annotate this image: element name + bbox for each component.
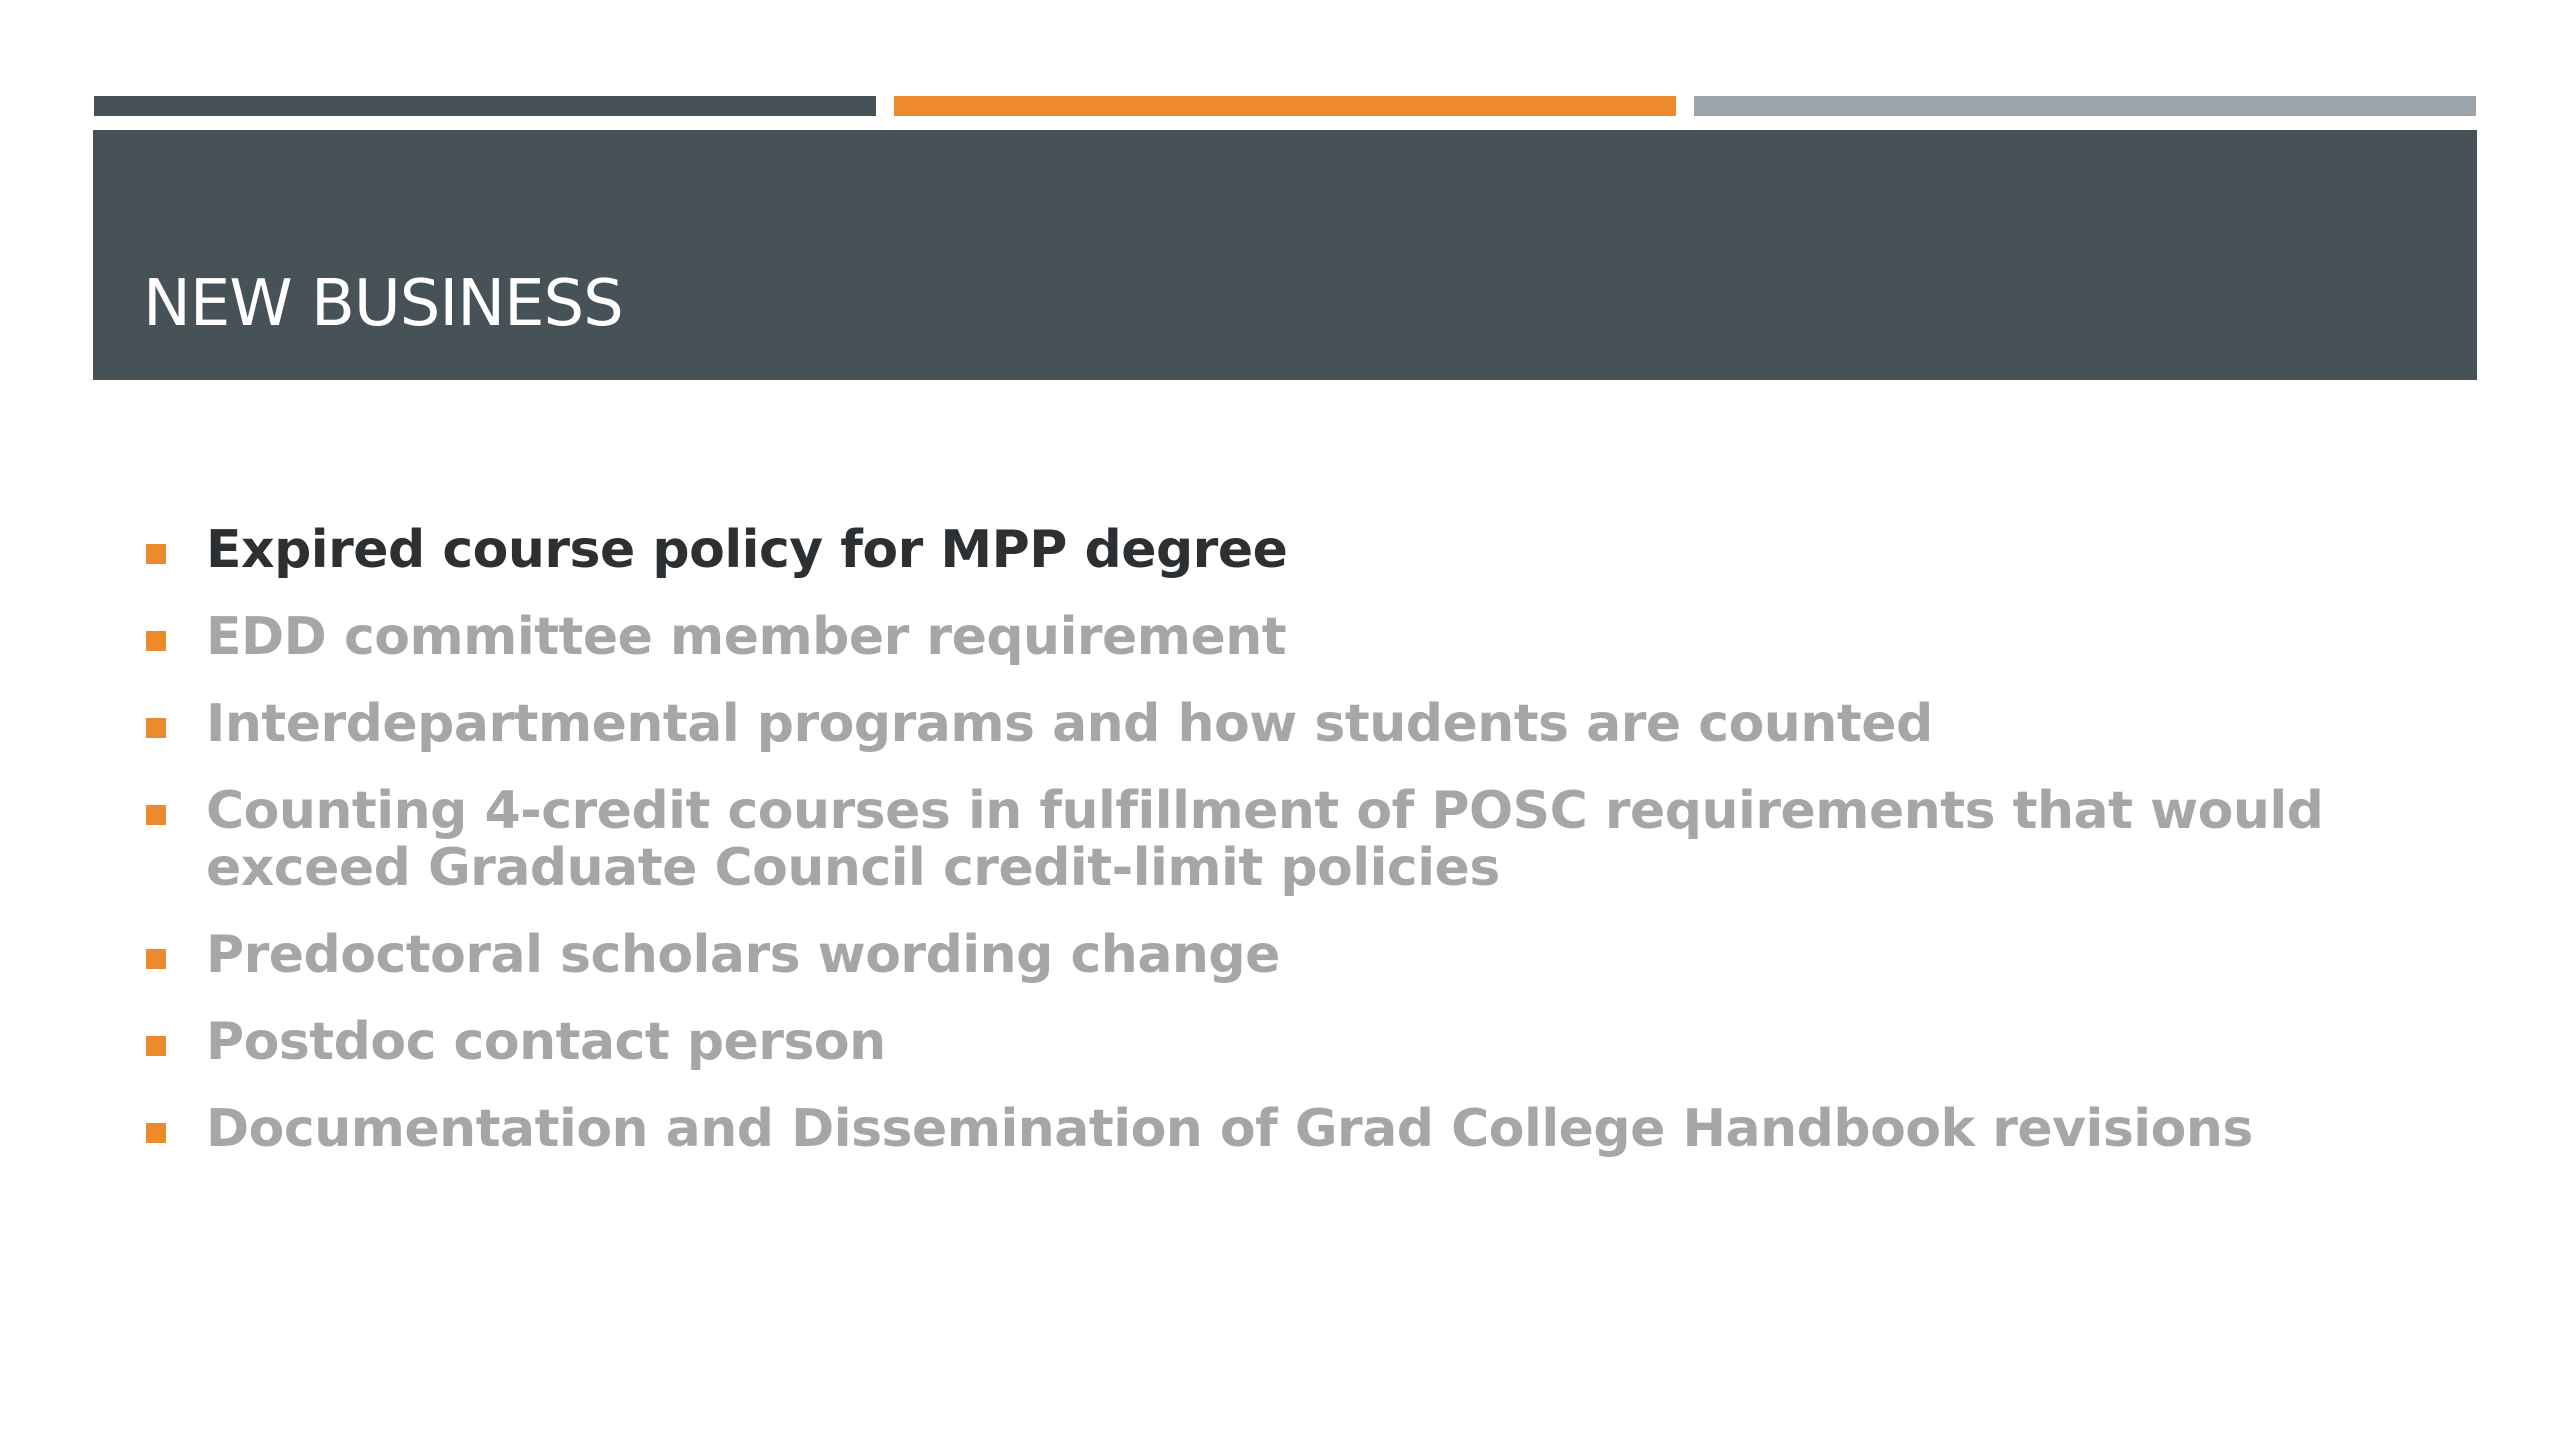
bullet-text: EDD committee member requirement	[206, 607, 1287, 667]
slide-title: NEW BUSINESS	[143, 267, 623, 341]
square-bullet-icon	[146, 805, 166, 825]
bullet-text: Postdoc contact person	[206, 1012, 886, 1072]
bullet-text: Documentation and Dissemination of Grad College Handbook revisions	[206, 1099, 2253, 1159]
bullet-item	[146, 783, 2346, 897]
bullet-text: Predoctoral scholars wording change	[206, 925, 1280, 985]
square-bullet-icon	[146, 1036, 166, 1056]
bullet-text: Expired course policy for MPP degree	[206, 520, 1288, 580]
accent-bar-gray	[1694, 96, 2476, 116]
square-bullet-icon	[146, 544, 166, 564]
accent-bar-dark	[94, 96, 876, 116]
title-band	[93, 130, 2477, 380]
square-bullet-icon	[146, 631, 166, 651]
bullet-list	[146, 522, 2346, 1188]
square-bullet-icon	[146, 1123, 166, 1143]
bullet-text: Interdepartmental programs and how students are counted	[206, 694, 1933, 754]
bullet-item	[146, 609, 2346, 666]
accent-bar-orange	[894, 96, 1676, 116]
square-bullet-icon	[146, 949, 166, 969]
bullet-item	[146, 1101, 2346, 1158]
bullet-item	[146, 696, 2346, 753]
bullet-text: Counting 4-credit courses in fulfillment of POSC requirements that would exceed Graduate Council credit-limit policies	[206, 781, 2324, 898]
bullet-item	[146, 1014, 2346, 1071]
bullet-item	[146, 927, 2346, 984]
bullet-item	[146, 522, 2346, 579]
square-bullet-icon	[146, 718, 166, 738]
